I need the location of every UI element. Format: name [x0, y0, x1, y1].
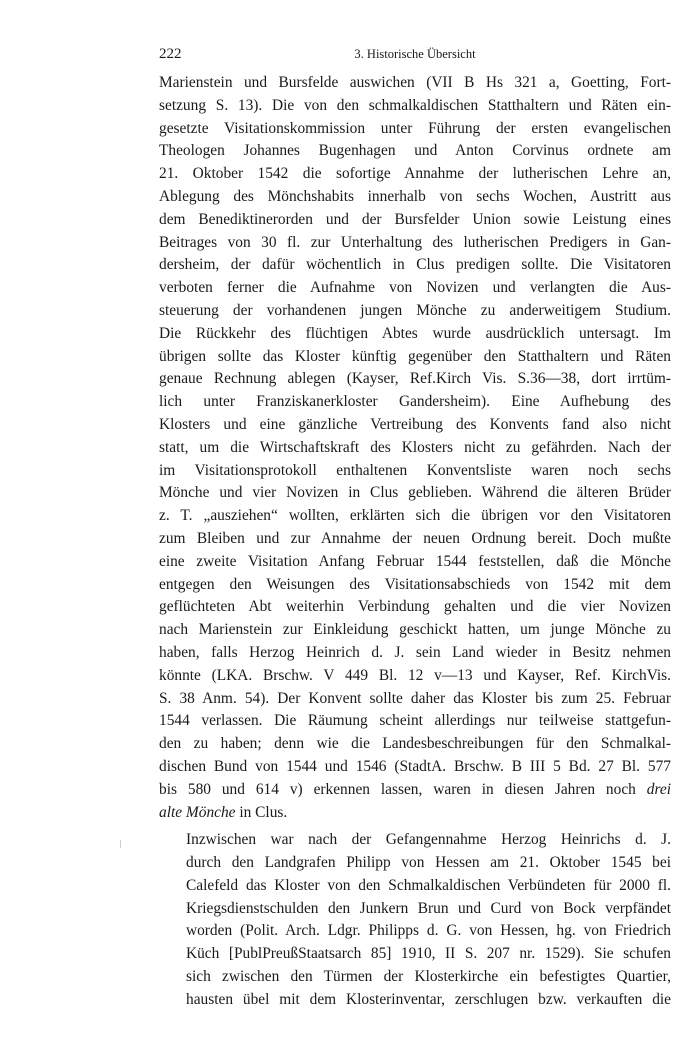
- text-line: zum Bleiben und zur Annahme der neuen Ordnung bereit. Doch mußte: [159, 529, 671, 547]
- margin-mark: [120, 840, 121, 848]
- text-line: den zu haben; denn wie die Landesbeschreibungen für den Schmalkal-: [159, 735, 671, 753]
- text-line: setzung S. 13). Die von den schmalkaldischen Statthaltern und Räten ein-: [159, 96, 671, 114]
- text-line: worden (Polit. Arch. Ldgr. Philipps d. G. von Hessen, hg. von Friedrich: [186, 922, 671, 940]
- text-line: 21. Oktober 1542 die sofortige Annahme der lutherischen Lehre an,: [159, 165, 671, 183]
- text-line: nach Marienstein zur Einkleidung geschickt hatten, um junge Mönche zu: [159, 621, 671, 639]
- page-number: 222: [159, 46, 182, 62]
- text-line: S. 38 Anm. 54). Der Konvent sollte daher das Kloster bis zum 25. Februar: [159, 689, 671, 707]
- text-line: genaue Rechnung ablegen (Kayser, Ref.Kirch Vis. S.36—38, dort irrtüm-: [159, 370, 671, 388]
- text-line: Calefeld das Kloster von den Schmalkaldischen Verbündeten für 2000 fl.: [186, 876, 671, 894]
- text-line: Theologen Johannes Bugenhagen und Anton Corvinus ordnete am: [159, 142, 671, 160]
- text-line: Küch [PublPreußStaatsarch 85] 1910, II S. 207 nr. 1529). Sie schufen: [186, 945, 671, 963]
- text-line: Inzwischen war nach der Gefangennahme Herzog Heinrichs d. J.: [186, 831, 671, 849]
- text-line: Klosters und eine gänzliche Vertreibung des Konvents fand also nicht: [159, 415, 671, 433]
- paragraph: [159, 72, 671, 824]
- italic-text: drei: [646, 780, 671, 798]
- text-line: Mönche und vier Novizen in Clus geblieben. Während die älteren Brüder: [159, 484, 671, 502]
- body-text: [159, 72, 671, 1012]
- text-line: bis 580 und 614 v) erkennen lassen, waren in diesen Jahren noch drei: [159, 780, 671, 798]
- text-line: lich unter Franziskanerkloster Gandersheim). Eine Aufhebung des: [159, 393, 671, 411]
- text-line: 1544 verlassen. Die Räumung scheint allerdings nur teilweise stattgefun-: [159, 712, 671, 730]
- text-line: im Visitationsprotokoll enthaltenen Konventsliste waren noch sechs: [159, 461, 671, 479]
- text-line: gesetzte Visitationskommission unter Führung der ersten evangelischen: [159, 119, 671, 137]
- text-line: sich zwischen den Türmen der Klosterkirche ein befestigtes Quartier,: [186, 968, 671, 986]
- text-line: durch den Landgrafen Philipp von Hessen am 21. Oktober 1545 bei: [186, 854, 671, 872]
- text-line: übrigen sollte das Kloster künftig gegenüber den Statthaltern und Räten: [159, 347, 671, 365]
- text-line: Beitrages von 30 fl. zur Unterhaltung des lutherischen Predigers in Gan-: [159, 233, 671, 251]
- text-line: Marienstein und Bursfelde auswichen (VII B Hs 321 a, Goetting, Fort-: [159, 74, 671, 91]
- text-line: [159, 802, 671, 825]
- running-head: [159, 44, 671, 64]
- text-line: dersheim, der dafür wöchentlich in Clus predigen sollte. Die Visitatoren: [159, 256, 671, 274]
- text-line: Ablegung des Mönchshabits innerhalb von sechs Wochen, Austritt aus: [159, 187, 671, 205]
- text-fragment: in Clus.: [235, 803, 288, 821]
- text-line: z. T. „ausziehen“ wollten, erklärten sich die übrigen vor den Visitatoren: [159, 507, 671, 525]
- text-line: geflüchteten Abt weiterhin Verbindung gehalten und die vier Novizen: [159, 598, 671, 616]
- text-line: steuerung der vorhandenen jungen Mönche zu anderweitigem Studium.: [159, 301, 671, 319]
- paragraph: [159, 829, 671, 1011]
- text-line: könnte (LKA. Brschw. V 449 Bl. 12 v—13 und Kayser, Ref. KirchVis.: [159, 666, 671, 684]
- text-line: hausten übel mit dem Klosterinventar, zerschlugen bzw. verkauften die: [186, 990, 671, 1008]
- text-line: dischen Bund von 1544 und 1546 (StadtA. Brschw. B III 5 Bd. 27 Bl. 577: [159, 757, 671, 775]
- text-line: Die Rückkehr des flüchtigen Abtes wurde ausdrücklich untersagt. Im: [159, 324, 671, 342]
- section-title: 3. Historische Übersicht: [354, 47, 476, 61]
- text-line: Kriegsdienstschulden den Junkern Brun und Curd von Bock verpfändet: [186, 899, 671, 917]
- text-line: verboten ferner die Aufnahme von Novizen und verlangten die Aus-: [159, 279, 671, 297]
- text-line: dem Benediktinerorden und der Bursfelder Union sowie Leistung eines: [159, 210, 671, 228]
- text-line: statt, um die Wirtschaftskraft des Klosters nicht zu gefährden. Nach der: [159, 438, 671, 456]
- text-line: haben, falls Herzog Heinrich d. J. sein Land wieder in Besitz nehmen: [159, 643, 671, 661]
- text-line: entgegen den Weisungen des Visitationsabschieds von 1542 mit dem: [159, 575, 671, 593]
- italic-text: alte Mönche: [159, 803, 236, 821]
- text-line: eine zweite Visitation Anfang Februar 1544 feststellen, daß die Mönche: [159, 552, 671, 570]
